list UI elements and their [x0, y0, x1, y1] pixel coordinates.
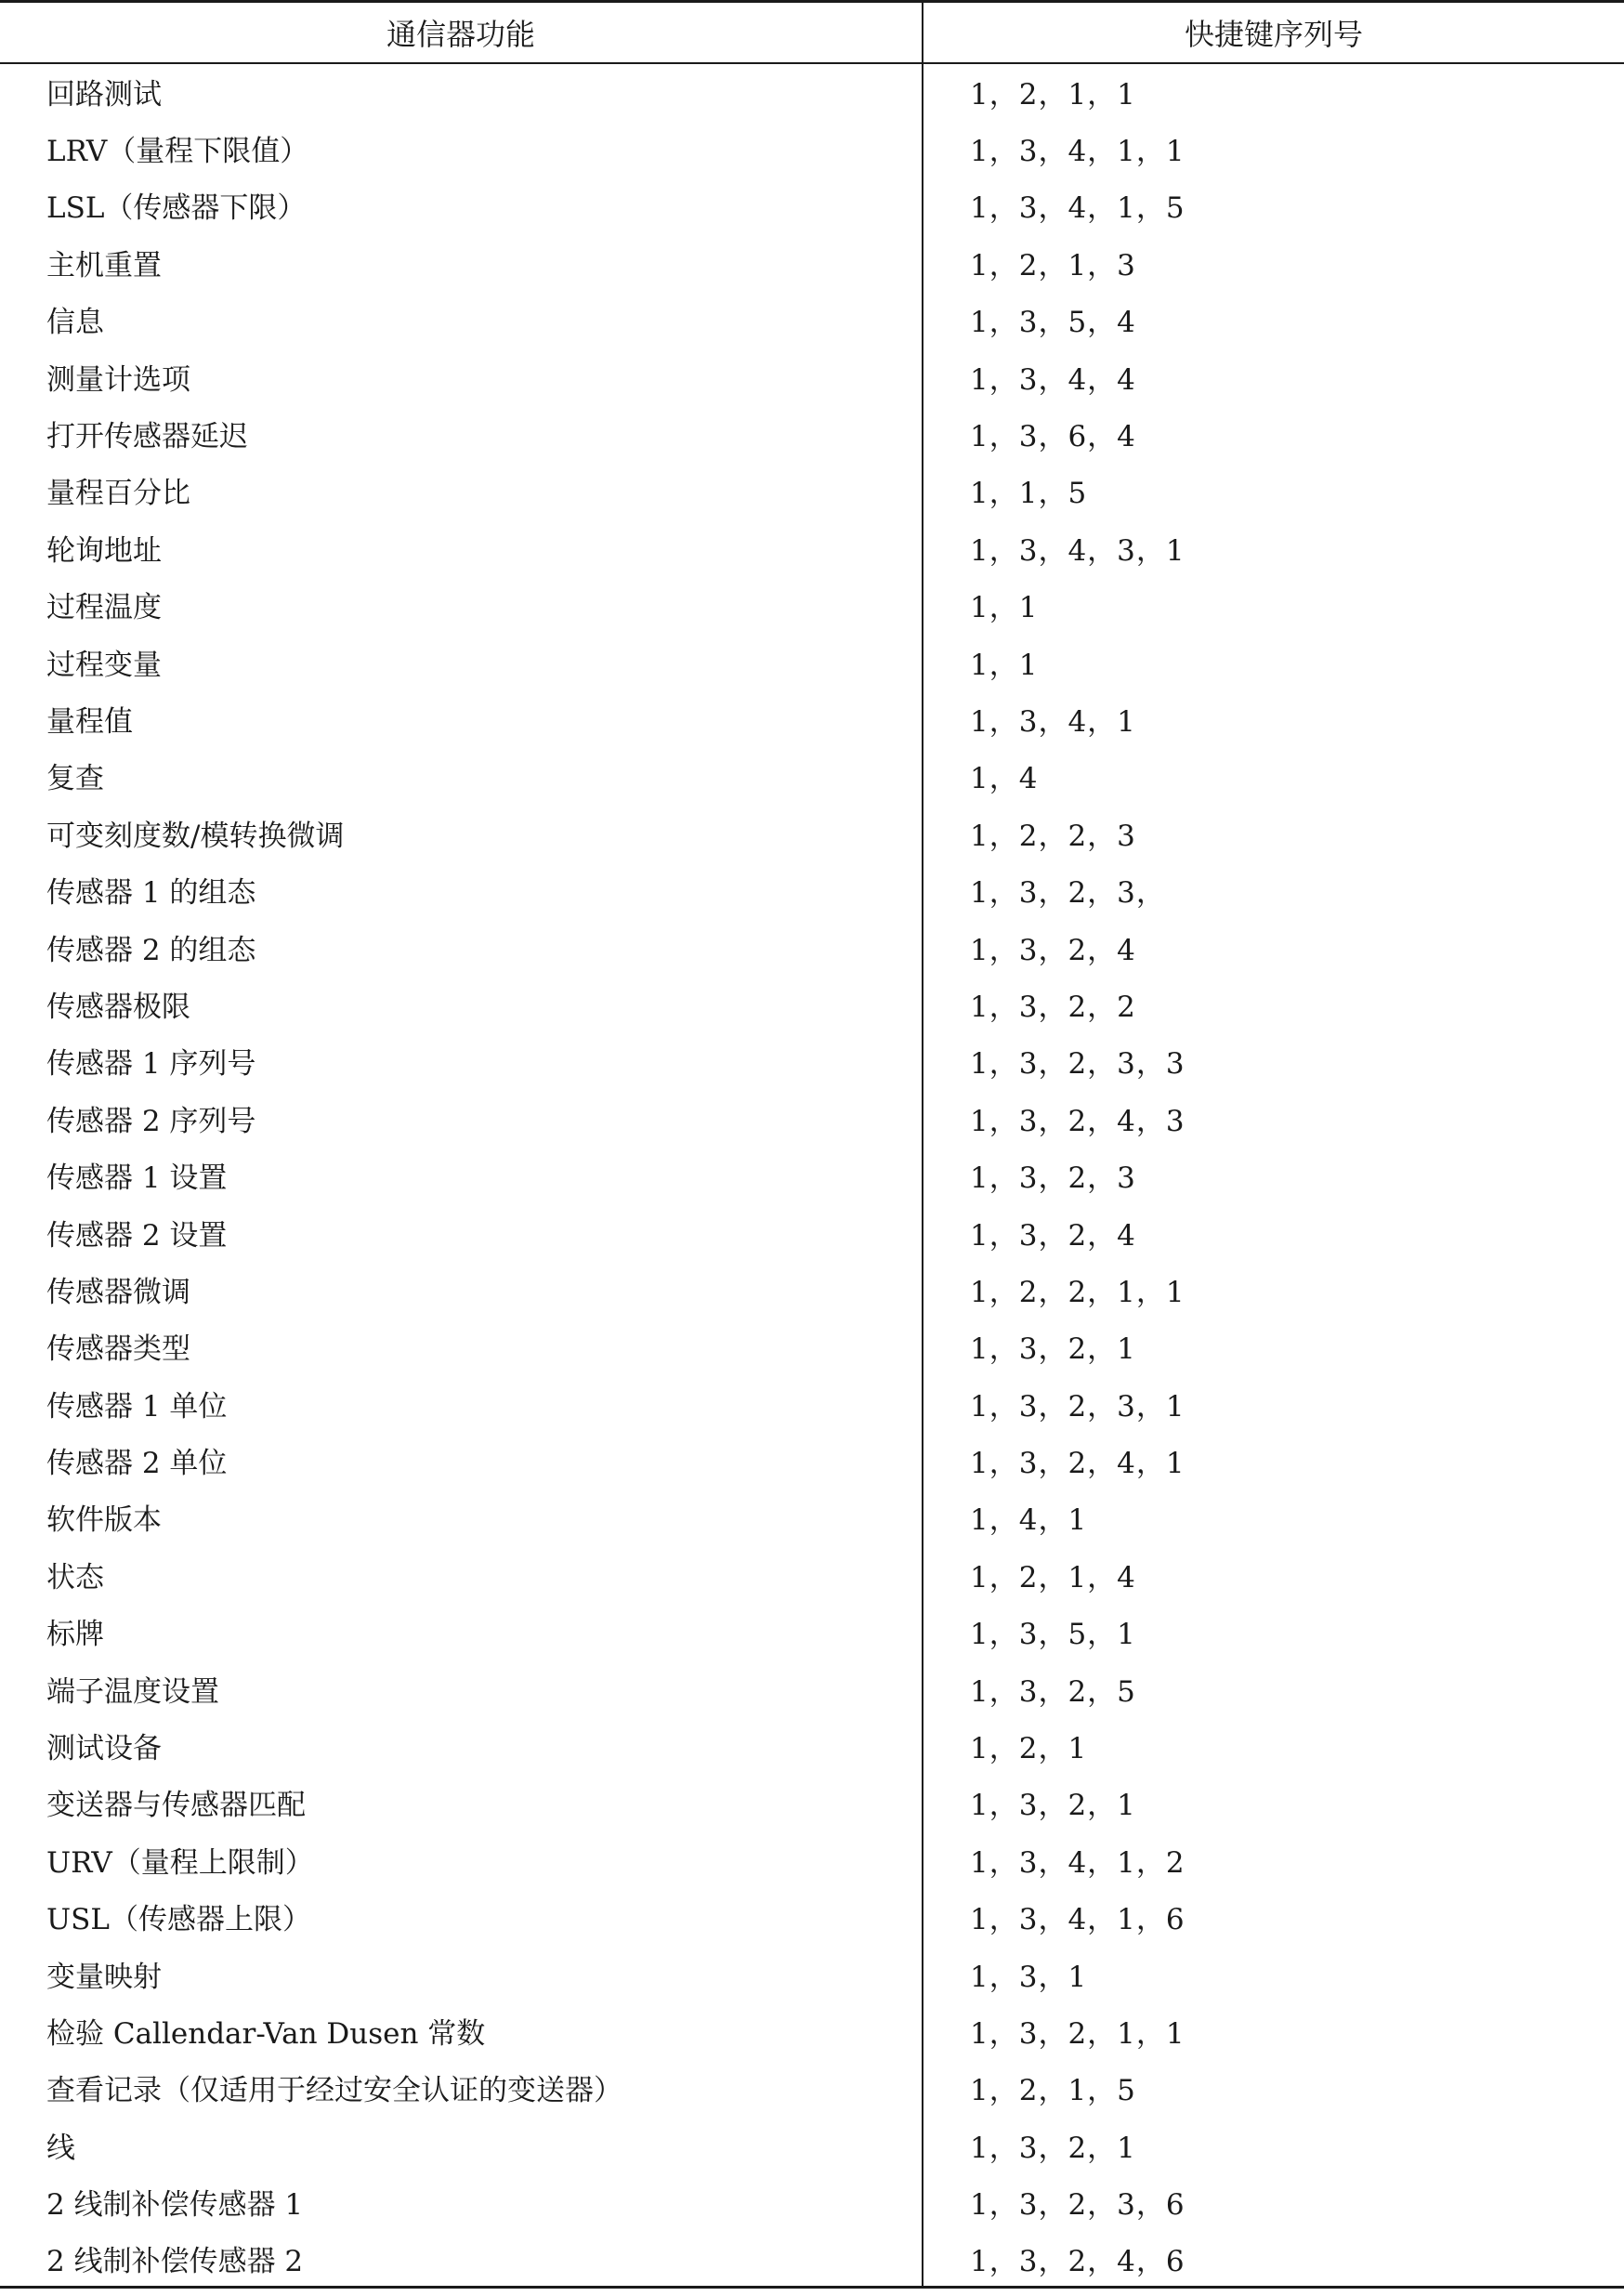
sequence-cell: 1，2，2，3	[970, 819, 1136, 853]
table-row	[0, 1774, 1624, 1830]
sequence-cell: 1，2，1，4	[970, 1560, 1136, 1594]
function-cell: 2 线制补偿传感器 2	[0, 2230, 923, 2287]
table-row	[0, 462, 1624, 518]
function-cell: 端子温度设置	[0, 1660, 923, 1716]
table-row	[0, 2002, 1624, 2059]
sequence-cell: 1，3，2，2	[970, 990, 1136, 1024]
sequence-cell: 1，3，4，1，1	[970, 135, 1185, 169]
sequence-cell: 1，1	[970, 648, 1039, 682]
function-cell: LSL（传感器下限）	[0, 177, 923, 233]
function-cell: 传感器极限	[0, 976, 923, 1032]
header-row	[0, 2, 1624, 63]
function-cell: 可变刻度数/模转换微调	[0, 805, 923, 861]
sequence-cell: 1，3，2，1，1	[970, 2016, 1185, 2051]
function-cell: 软件版本	[0, 1489, 923, 1545]
function-cell: 传感器 1 设置	[0, 1147, 923, 1203]
table-row	[0, 519, 1624, 576]
function-cell: 打开传感器延迟	[0, 405, 923, 462]
function-cell: 过程变量	[0, 633, 923, 689]
function-cell: 传感器微调	[0, 1261, 923, 1318]
sequence-cell: 1，3，2，4，3	[970, 1104, 1185, 1138]
sequence-cell: 1，3，2，4	[970, 933, 1136, 967]
sequence-cell: 1，4，1	[970, 1503, 1088, 1538]
table-row	[0, 633, 1624, 689]
table-row	[0, 1090, 1624, 1147]
table-row	[0, 1318, 1624, 1374]
table-row	[0, 747, 1624, 804]
sequence-cell: 1，2，1，1	[970, 78, 1136, 112]
table-row	[0, 177, 1624, 233]
table-row	[0, 1032, 1624, 1089]
sequence-cell: 1，3，2，4，1	[970, 1447, 1185, 1481]
sequence-cell: 1，2，1，5	[970, 2074, 1136, 2108]
function-cell: 检验 Callendar-Van Dusen 常数	[0, 2002, 923, 2059]
sequence-cell: 1，4	[970, 762, 1039, 796]
sequence-cell: 1，3，4，1，5	[970, 191, 1185, 226]
function-cell: 传感器 1 单位	[0, 1374, 923, 1431]
header-sequence: 快捷键序列号	[923, 2, 1624, 63]
table-row	[0, 576, 1624, 633]
function-cell: 传感器 2 序列号	[0, 1090, 923, 1147]
table-row	[0, 805, 1624, 861]
table-row	[0, 1831, 1624, 1888]
sequence-cell: 1，3，4，3，1	[970, 533, 1185, 568]
function-cell: 测试设备	[0, 1717, 923, 1774]
table-row	[0, 234, 1624, 291]
table-row	[0, 1203, 1624, 1260]
sequence-cell: 1，2，2，1，1	[970, 1275, 1185, 1309]
table-row	[0, 1261, 1624, 1318]
table-row	[0, 1489, 1624, 1545]
sequence-cell: 1，3，2，4	[970, 1218, 1136, 1253]
table-row	[0, 291, 1624, 348]
sequence-cell: 1，3，4，1，2	[970, 1845, 1185, 1880]
table-row	[0, 1374, 1624, 1431]
table-row	[0, 1432, 1624, 1489]
function-cell: 传感器 1 的组态	[0, 861, 923, 918]
table-row	[0, 1945, 1624, 2001]
function-cell: LRV（量程下限值）	[0, 120, 923, 177]
function-cell: 测量计选项	[0, 348, 923, 404]
table-row	[0, 1546, 1624, 1603]
table-row	[0, 976, 1624, 1032]
sequence-cell: 1，3，1	[970, 1960, 1088, 1994]
function-cell: 传感器 2 单位	[0, 1432, 923, 1489]
function-cell: 查看记录（仅适用于经过安全认证的变送器）	[0, 2059, 923, 2116]
table-row	[0, 2117, 1624, 2173]
header-function: 通信器功能	[0, 2, 923, 63]
function-cell: 2 线制补偿传感器 1	[0, 2173, 923, 2230]
function-cell: 轮询地址	[0, 519, 923, 576]
sequence-cell: 1，3，5，1	[970, 1618, 1136, 1652]
table-row	[0, 1147, 1624, 1203]
table-header	[0, 2, 1624, 63]
function-cell: 量程值	[0, 690, 923, 747]
table-row	[0, 1888, 1624, 1945]
sequence-cell: 1，3，4，4	[970, 362, 1136, 397]
function-cell: 传感器 1 序列号	[0, 1032, 923, 1089]
function-cell: 传感器 2 设置	[0, 1203, 923, 1260]
sequence-cell: 1，1	[970, 591, 1039, 625]
function-cell: 变送器与传感器匹配	[0, 1774, 923, 1830]
table-row	[0, 1603, 1624, 1660]
function-cell: 传感器 2 的组态	[0, 918, 923, 975]
sequence-cell: 1，2，1，3	[970, 248, 1136, 282]
function-cell: 信息	[0, 291, 923, 348]
function-cell: URV（量程上限制）	[0, 1831, 923, 1888]
function-cell: 主机重置	[0, 234, 923, 291]
sequence-cell: 1，3，2，1	[970, 2131, 1136, 2165]
function-cell: USL（传感器上限）	[0, 1888, 923, 1945]
table-row	[0, 2059, 1624, 2116]
table-body	[0, 63, 1624, 2288]
sequence-cell: 1，3，2，3，6	[970, 2188, 1185, 2223]
sequence-cell: 1，3，2，3	[970, 1161, 1136, 1196]
table-row	[0, 918, 1624, 975]
sequence-cell: 1，3，4，1，6	[970, 1903, 1185, 1937]
sequence-cell: 1，3，4，1	[970, 704, 1136, 739]
table-row	[0, 405, 1624, 462]
sequence-cell: 1，3，2，3，1	[970, 1389, 1185, 1424]
function-cell: 复查	[0, 747, 923, 804]
sequence-cell: 1，1，5	[970, 477, 1088, 511]
table-row	[0, 63, 1624, 120]
table-row	[0, 1717, 1624, 1774]
sequence-cell: 1，3，2，3，	[970, 876, 1166, 911]
sequence-cell: 1，3，2，1	[970, 1789, 1136, 1823]
function-cell: 量程百分比	[0, 462, 923, 518]
sequence-cell: 1，3，2，1	[970, 1332, 1136, 1367]
sequence-cell: 1，3，6，4	[970, 420, 1136, 454]
table-row	[0, 690, 1624, 747]
function-cell: 过程温度	[0, 576, 923, 633]
function-cell: 状态	[0, 1546, 923, 1603]
function-cell: 传感器类型	[0, 1318, 923, 1374]
sequence-cell: 1，3，2，3，3	[970, 1047, 1185, 1082]
sequence-cell: 1，2，1	[970, 1732, 1088, 1766]
function-cell: 标牌	[0, 1603, 923, 1660]
table-row	[0, 348, 1624, 404]
function-cell: 回路测试	[0, 63, 923, 120]
sequence-cell: 1，3，2，4，6	[923, 2230, 1624, 2287]
sequence-cell: 1，3，2，5	[970, 1674, 1136, 1709]
sequence-cell: 1，3，5，4	[970, 306, 1136, 340]
table-row	[0, 1660, 1624, 1716]
function-cell: 变量映射	[0, 1945, 923, 2001]
table-row	[0, 2173, 1624, 2230]
function-cell: 线	[0, 2117, 923, 2173]
table-row	[0, 120, 1624, 177]
table-row	[0, 2230, 1624, 2287]
table-row	[0, 861, 1624, 918]
